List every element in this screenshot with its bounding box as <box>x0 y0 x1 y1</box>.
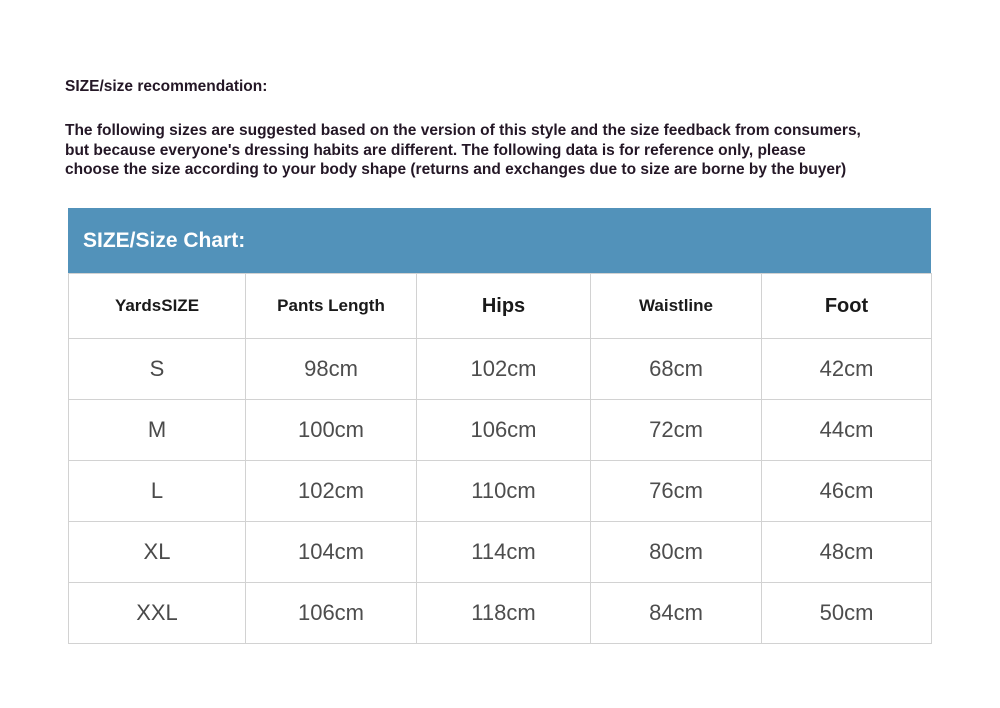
table-row <box>69 583 932 644</box>
table-row <box>69 339 932 400</box>
column-header-hips: Hips <box>417 274 591 339</box>
intro-line: The following sizes are suggested based on the version of this style and the size feedback from consumers, <box>65 122 861 139</box>
cell-foot: 44cm <box>762 400 932 461</box>
cell-foot: 48cm <box>762 522 932 583</box>
cell-pants-length: 104cm <box>246 522 417 583</box>
cell-hips: 118cm <box>417 583 591 644</box>
cell-size: S <box>69 339 246 400</box>
cell-hips: 102cm <box>417 339 591 400</box>
cell-size: L <box>69 461 246 522</box>
cell-size: XXL <box>69 583 246 644</box>
cell-foot: 50cm <box>762 583 932 644</box>
size-chart-table <box>68 273 932 644</box>
column-header-size: YardsSIZE <box>69 274 246 339</box>
page-title: SIZE/size recommendation: <box>65 78 268 95</box>
intro-line: but because everyone's dressing habits are different. The following data is for reference only, please <box>65 141 806 159</box>
column-header-pants-length: Pants Length <box>246 274 417 339</box>
size-chart-banner-title: SIZE/Size Chart: <box>83 228 246 252</box>
cell-hips: 114cm <box>417 522 591 583</box>
table-row <box>69 522 932 583</box>
cell-waistline: 76cm <box>591 461 762 522</box>
cell-foot: 42cm <box>762 339 932 400</box>
cell-size: M <box>69 400 246 461</box>
cell-size: XL <box>69 522 246 583</box>
cell-hips: 110cm <box>417 461 591 522</box>
cell-hips: 106cm <box>417 400 591 461</box>
cell-waistline: 80cm <box>591 522 762 583</box>
table-row <box>69 461 932 522</box>
cell-pants-length: 106cm <box>246 583 417 644</box>
cell-pants-length: 98cm <box>246 339 417 400</box>
intro-line: choose the size according to your body shape (returns and exchanges due to size are borne by the buyer) <box>65 161 847 178</box>
table-header-row <box>69 274 932 339</box>
column-header-waistline: Waistline <box>591 274 762 339</box>
intro-paragraph <box>65 121 861 180</box>
column-header-foot: Foot <box>762 274 932 339</box>
cell-foot: 46cm <box>762 461 932 522</box>
table-row <box>69 400 932 461</box>
cell-waistline: 84cm <box>591 583 762 644</box>
cell-pants-length: 100cm <box>246 400 417 461</box>
cell-waistline: 68cm <box>591 339 762 400</box>
cell-pants-length: 102cm <box>246 461 417 522</box>
size-chart-banner <box>68 208 931 273</box>
cell-waistline: 72cm <box>591 400 762 461</box>
